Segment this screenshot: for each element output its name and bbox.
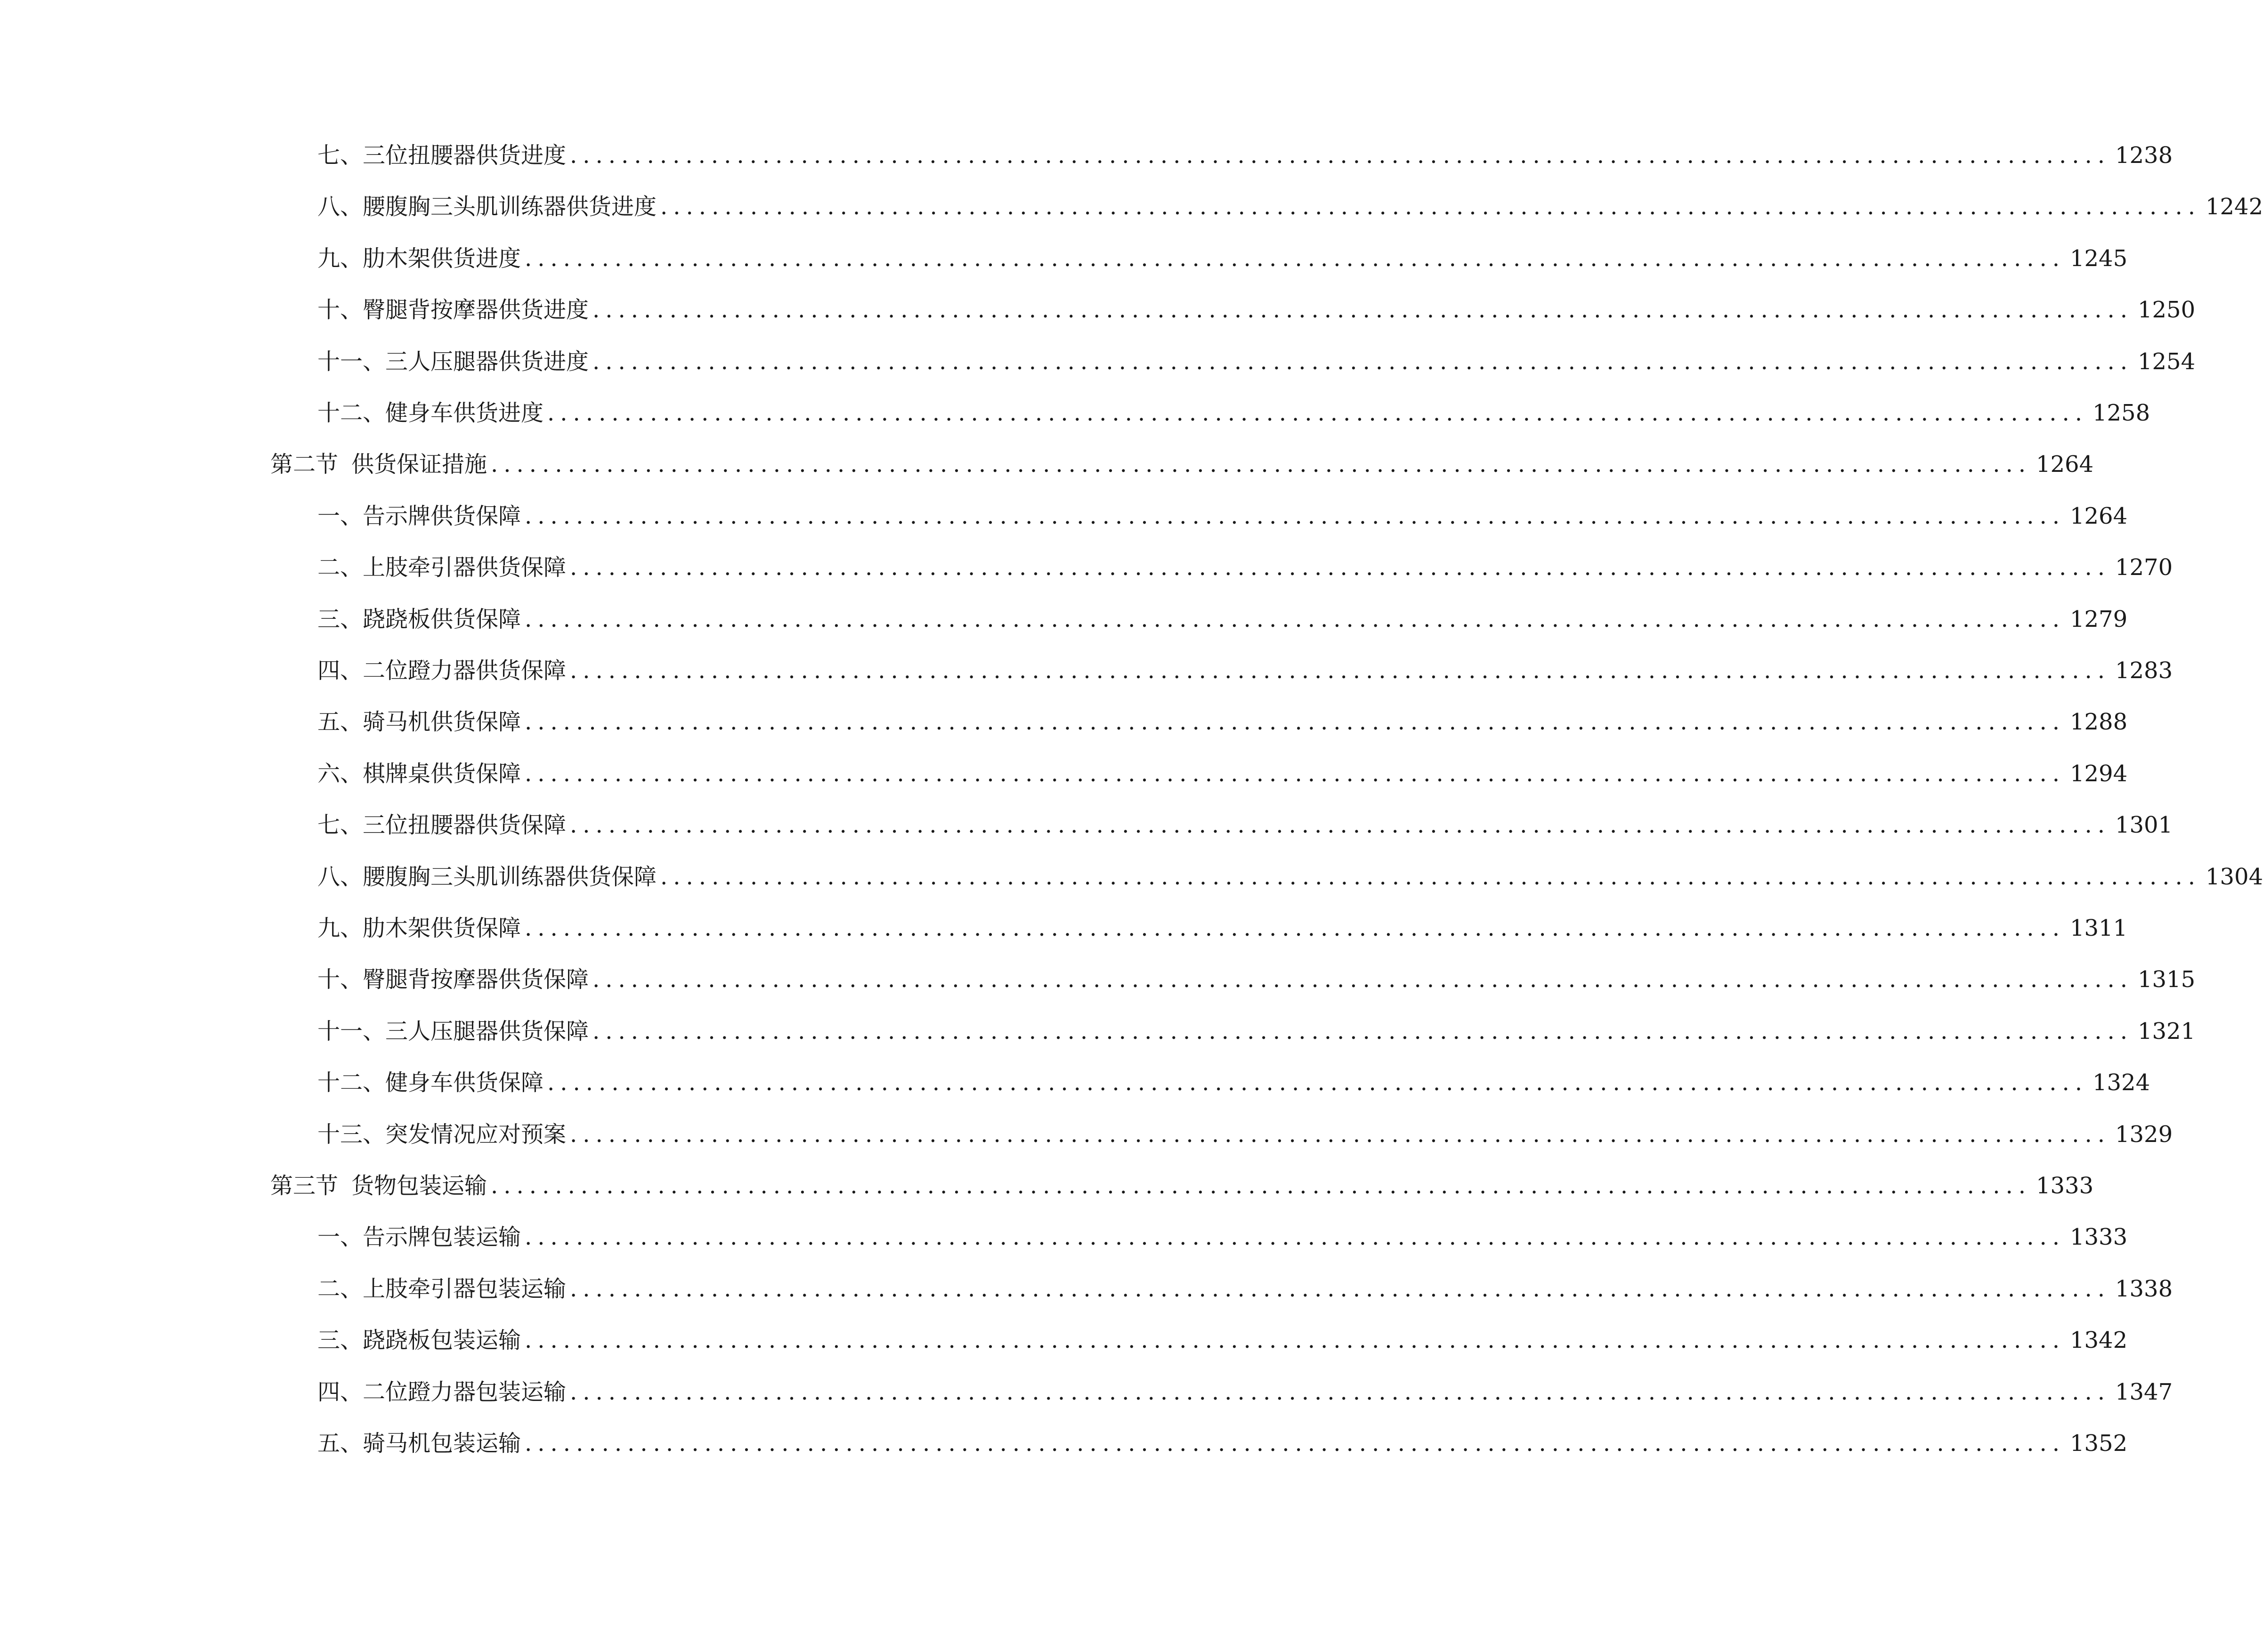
toc-entry[interactable]	[317, 1218, 2128, 1256]
toc-entry-number: 第二节	[270, 451, 339, 478]
toc-entry-number: 第三节	[270, 1173, 339, 1199]
toc-entry-title: 肋木架供货保障	[363, 915, 521, 941]
toc-entry-title: 跷跷板包装运输	[363, 1327, 521, 1354]
toc-entry[interactable]	[317, 703, 2128, 741]
toc-dot-leader: ........................................................................................................................	[570, 1378, 2110, 1405]
toc-entry-page-number: 1258	[2092, 400, 2150, 426]
toc-entry-page-number: 1342	[2069, 1327, 2128, 1354]
toc-entry[interactable]	[317, 137, 2173, 174]
toc-entry-number: 九、	[317, 915, 363, 941]
toc-dot-leader: ........................................................................................................................	[491, 451, 2031, 478]
toc-dot-leader: ........................................................................................................................	[570, 1121, 2110, 1148]
toc-dot-leader: ........................................................................................................................	[525, 245, 2065, 272]
toc-entry-number: 二、	[317, 1275, 363, 1302]
toc-entry-number: 四、	[317, 657, 363, 684]
toc-entry-number: 八、	[317, 863, 363, 890]
toc-dot-leader: ........................................................................................................................	[570, 812, 2110, 839]
toc-entry[interactable]	[317, 858, 2263, 896]
toc-entry-number: 十一、	[317, 348, 386, 375]
toc-entry-title: 告示牌包装运输	[363, 1224, 521, 1251]
toc-entry-page-number: 1270	[2115, 554, 2173, 581]
toc-entry-title: 货物包装运输	[351, 1173, 487, 1199]
toc-entry[interactable]	[317, 1012, 2196, 1050]
toc-entry-page-number: 1294	[2069, 760, 2128, 787]
toc-entry[interactable]	[317, 1064, 2150, 1101]
toc-entry[interactable]	[317, 1373, 2173, 1411]
toc-entry-title: 三人压腿器供货保障	[385, 1018, 589, 1045]
toc-entry-page-number: 1288	[2069, 709, 2128, 736]
toc-dot-leader: ........................................................................................................................	[547, 1069, 2088, 1096]
toc-entry-page-number: 1311	[2069, 915, 2128, 941]
toc-entry-title: 臀腿背按摩器供货保障	[363, 966, 589, 993]
toc-entry[interactable]	[317, 755, 2128, 793]
toc-entry-title: 突发情况应对预案	[385, 1121, 567, 1148]
toc-entry-number: 八、	[317, 194, 363, 220]
toc-entry-title: 腰腹胸三头肌训练器供货进度	[363, 194, 657, 220]
toc-dot-leader: ........................................................................................................................	[660, 863, 2201, 890]
toc-entry-title: 二位蹬力器包装运输	[363, 1378, 567, 1405]
toc-entry-page-number: 1304	[2205, 863, 2263, 890]
toc-dot-leader: ........................................................................................................................	[592, 966, 2133, 993]
toc-entry-number: 三、	[317, 1327, 363, 1354]
toc-entry[interactable]	[317, 1116, 2173, 1153]
toc-dot-leader: ........................................................................................................................	[525, 606, 2065, 632]
toc-dot-leader: ........................................................................................................................	[570, 554, 2110, 581]
toc-entry-page-number: 1283	[2115, 657, 2173, 684]
toc-entry-page-number: 1333	[2069, 1224, 2128, 1251]
toc-entry-title: 骑马机包装运输	[363, 1430, 521, 1457]
toc-dot-leader: ........................................................................................................................	[570, 657, 2110, 684]
toc-entry-number: 十三、	[317, 1121, 386, 1148]
toc-entry[interactable]	[317, 549, 2173, 586]
toc-entry-number: 六、	[317, 760, 363, 787]
toc-entry[interactable]	[317, 497, 2128, 535]
toc-entry-title: 臀腿背按摩器供货进度	[363, 297, 589, 324]
toc-dot-leader: ........................................................................................................................	[525, 1224, 2065, 1251]
toc-entry-page-number: 1315	[2137, 966, 2196, 993]
toc-dot-leader: ........................................................................................................................	[525, 760, 2065, 787]
toc-entry-page-number: 1329	[2115, 1121, 2173, 1148]
toc-dot-leader: ........................................................................................................................	[570, 1275, 2110, 1302]
toc-section-entry[interactable]	[270, 1167, 2094, 1205]
toc-entry-title: 三位扭腰器供货进度	[363, 142, 567, 169]
toc-entry[interactable]	[317, 1425, 2128, 1462]
toc-entry-number: 七、	[317, 142, 363, 169]
toc-entry-number: 四、	[317, 1378, 363, 1405]
toc-entry[interactable]	[317, 806, 2173, 844]
toc-dot-leader: ........................................................................................................................	[592, 1018, 2133, 1045]
toc-entry-number: 二、	[317, 554, 363, 581]
toc-dot-leader: ........................................................................................................................	[660, 194, 2201, 220]
toc-entry-title: 供货保证措施	[351, 451, 487, 478]
toc-entry-page-number: 1254	[2137, 348, 2196, 375]
toc-entry-page-number: 1250	[2137, 297, 2196, 324]
toc-entry-number: 九、	[317, 245, 363, 272]
toc-entry-number: 十二、	[317, 400, 386, 426]
toc-entry-title: 骑马机供货保障	[363, 709, 521, 736]
toc-entry[interactable]	[317, 909, 2128, 947]
toc-entry-number: 十二、	[317, 1069, 386, 1096]
toc-entry[interactable]	[317, 343, 2196, 381]
toc-entry-page-number: 1242	[2205, 194, 2263, 220]
toc-entry-page-number: 1321	[2137, 1018, 2196, 1045]
toc-dot-leader: ........................................................................................................................	[592, 348, 2133, 375]
toc-entry-number: 三、	[317, 606, 363, 632]
toc-entry-title: 棋牌桌供货保障	[363, 760, 521, 787]
toc-entry-page-number: 1245	[2069, 245, 2128, 272]
toc-dot-leader: ........................................................................................................................	[592, 297, 2133, 324]
toc-dot-leader: ........................................................................................................................	[570, 142, 2110, 169]
toc-entry-page-number: 1338	[2115, 1275, 2173, 1302]
toc-entry[interactable]	[317, 1270, 2173, 1308]
toc-entry-page-number: 1238	[2115, 142, 2173, 169]
toc-entry-page-number: 1264	[2036, 451, 2094, 478]
toc-entry[interactable]	[317, 961, 2196, 998]
toc-dot-leader: ........................................................................................................................	[525, 915, 2065, 941]
toc-section-entry[interactable]	[270, 445, 2094, 483]
toc-entry[interactable]	[317, 600, 2128, 638]
toc-entry-number: 十一、	[317, 1018, 386, 1045]
toc-entry-title: 三人压腿器供货进度	[385, 348, 589, 375]
toc-entry-title: 上肢牵引器包装运输	[363, 1275, 567, 1302]
toc-dot-leader: ........................................................................................................................	[525, 502, 2065, 529]
toc-entry-title: 三位扭腰器供货保障	[363, 812, 567, 839]
toc-entry-page-number: 1279	[2069, 606, 2128, 632]
toc-entry-page-number: 1333	[2036, 1173, 2094, 1199]
toc-dot-leader: ........................................................................................................................	[525, 709, 2065, 736]
toc-entry-number: 一、	[317, 1224, 363, 1251]
toc-dot-leader: ........................................................................................................................	[525, 1430, 2065, 1457]
toc-entry[interactable]	[317, 1321, 2128, 1359]
toc-entry-number: 五、	[317, 1430, 363, 1457]
toc-entry-number: 七、	[317, 812, 363, 839]
toc-entry[interactable]	[317, 652, 2173, 689]
toc-entry-title: 二位蹬力器供货保障	[363, 657, 567, 684]
toc-entry-page-number: 1347	[2115, 1378, 2173, 1405]
toc-entry[interactable]	[317, 188, 2263, 226]
toc-entry-page-number: 1352	[2069, 1430, 2128, 1457]
toc-entry[interactable]	[317, 394, 2150, 432]
toc-entry-title: 跷跷板供货保障	[363, 606, 521, 632]
toc-entry-title: 肋木架供货进度	[363, 245, 521, 272]
toc-entry-page-number: 1264	[2069, 502, 2128, 529]
toc-entry-number: 十、	[317, 297, 363, 324]
toc-entry[interactable]	[317, 291, 2196, 329]
toc-dot-leader: ........................................................................................................................	[547, 400, 2088, 426]
toc-entry-page-number: 1324	[2092, 1069, 2150, 1096]
toc-entry-number: 十、	[317, 966, 363, 993]
toc-entry-number: 一、	[317, 502, 363, 529]
toc-dot-leader: ........................................................................................................................	[525, 1327, 2065, 1354]
toc-entry-title: 腰腹胸三头肌训练器供货保障	[363, 863, 657, 890]
toc-entry-title: 健身车供货进度	[385, 400, 544, 426]
toc-entry-title: 健身车供货保障	[385, 1069, 544, 1096]
toc-entry-page-number: 1301	[2115, 812, 2173, 839]
toc-entry-number: 五、	[317, 709, 363, 736]
toc-entry-title: 告示牌供货保障	[363, 502, 521, 529]
toc-entry-title: 上肢牵引器供货保障	[363, 554, 567, 581]
toc-entry[interactable]	[317, 240, 2128, 277]
toc-dot-leader: ........................................................................................................................	[491, 1173, 2031, 1199]
